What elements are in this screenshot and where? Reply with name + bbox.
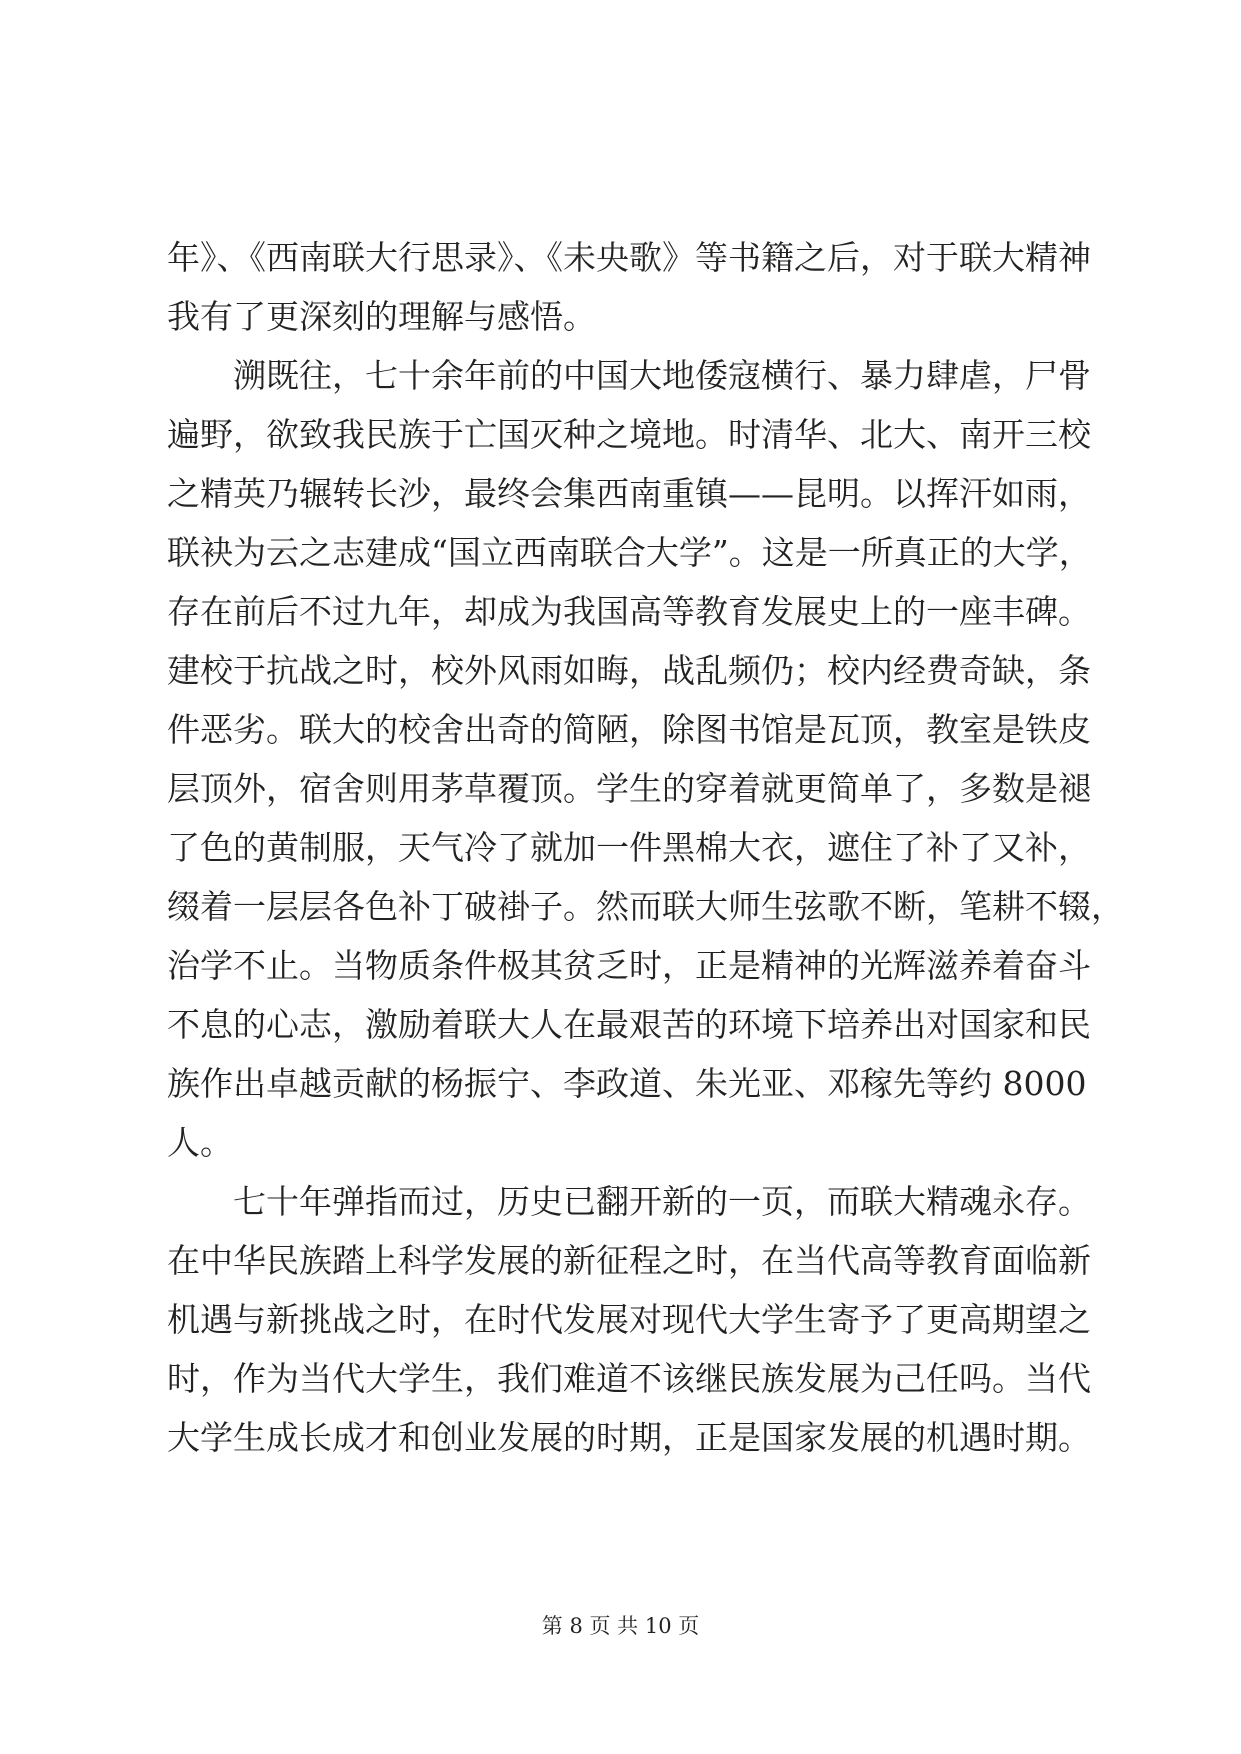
text-line: 时，作为当代大学生，我们难道不该继民族发展为己任吗。当代: [167, 1359, 1091, 1398]
text-line: 件恶劣。联大的校舍出奇的简陋，除图书馆是瓦顶，教室是铁皮: [167, 710, 1091, 749]
text-line: 大学生成长成才和创业发展的时期，正是国家发展的机遇时期。: [167, 1418, 1091, 1457]
text-line: 不息的心志，激励着联大人在最艰苦的环境下培养出对国家和民: [167, 1005, 1091, 1044]
text-line: 我有了更深刻的理解与感悟。: [167, 297, 596, 336]
text-line: 联袂为云之志建成“国立西南联合大学”。这是一所真正的大学，: [167, 533, 1092, 572]
text-line: 七十年弹指而过，历史已翻开新的一页，而联大精魂永存。: [233, 1182, 1091, 1221]
text-line: 之精英乃辗转长沙，最终会集西南重镇——昆明。以挥汗如雨，: [167, 474, 1091, 513]
text-line: 层顶外，宿舍则用茅草覆顶。学生的穿着就更简单了，多数是褪: [167, 769, 1091, 808]
text-line: 在中华民族踏上科学发展的新征程之时，在当代高等教育面临新: [167, 1241, 1091, 1280]
paragraph: [167, 346, 1124, 1172]
text-line: 治学不止。当物质条件极其贫乏时，正是精神的光辉滋养着奋斗: [167, 946, 1091, 985]
text-line: 建校于抗战之时，校外风雨如晦，战乱频仍；校内经费奇缺，条: [167, 651, 1091, 690]
text-line: 溯既往，七十余年前的中国大地倭寇横行、暴力肆虐，尸骨: [233, 356, 1091, 395]
paragraph: [167, 228, 1091, 346]
text-line: 族作出卓越贡献的杨振宁、李政道、朱光亚、邓稼先等约 8000: [167, 1064, 1087, 1103]
text-line: 了色的黄制服，天气冷了就加一件黑棉大衣，遮住了补了又补，: [167, 828, 1091, 867]
page-number-label: 第 8 页 共 10 页: [541, 1614, 700, 1638]
text-line: 机遇与新挑战之时，在时代发展对现代大学生寄予了更高期望之: [167, 1300, 1091, 1339]
text-line: 遍野，欲致我民族于亡国灭种之境地。时清华、北大、南开三校: [167, 415, 1091, 454]
text-line: 年》、《西南联大行思录》、《未央歌》等书籍之后，对于联大精神: [167, 238, 1091, 277]
paragraph: [167, 1172, 1091, 1467]
text-line: 存在前后不过九年，却成为我国高等教育发展史上的一座丰碑。: [167, 592, 1091, 631]
text-line: 缀着一层层各色补丁破褂子。然而联大师生弦歌不断，笔耕不辍，: [167, 887, 1124, 926]
page-footer: [0, 1611, 1241, 1641]
body-text: [167, 228, 1124, 1467]
text-line: 人。: [167, 1123, 233, 1162]
